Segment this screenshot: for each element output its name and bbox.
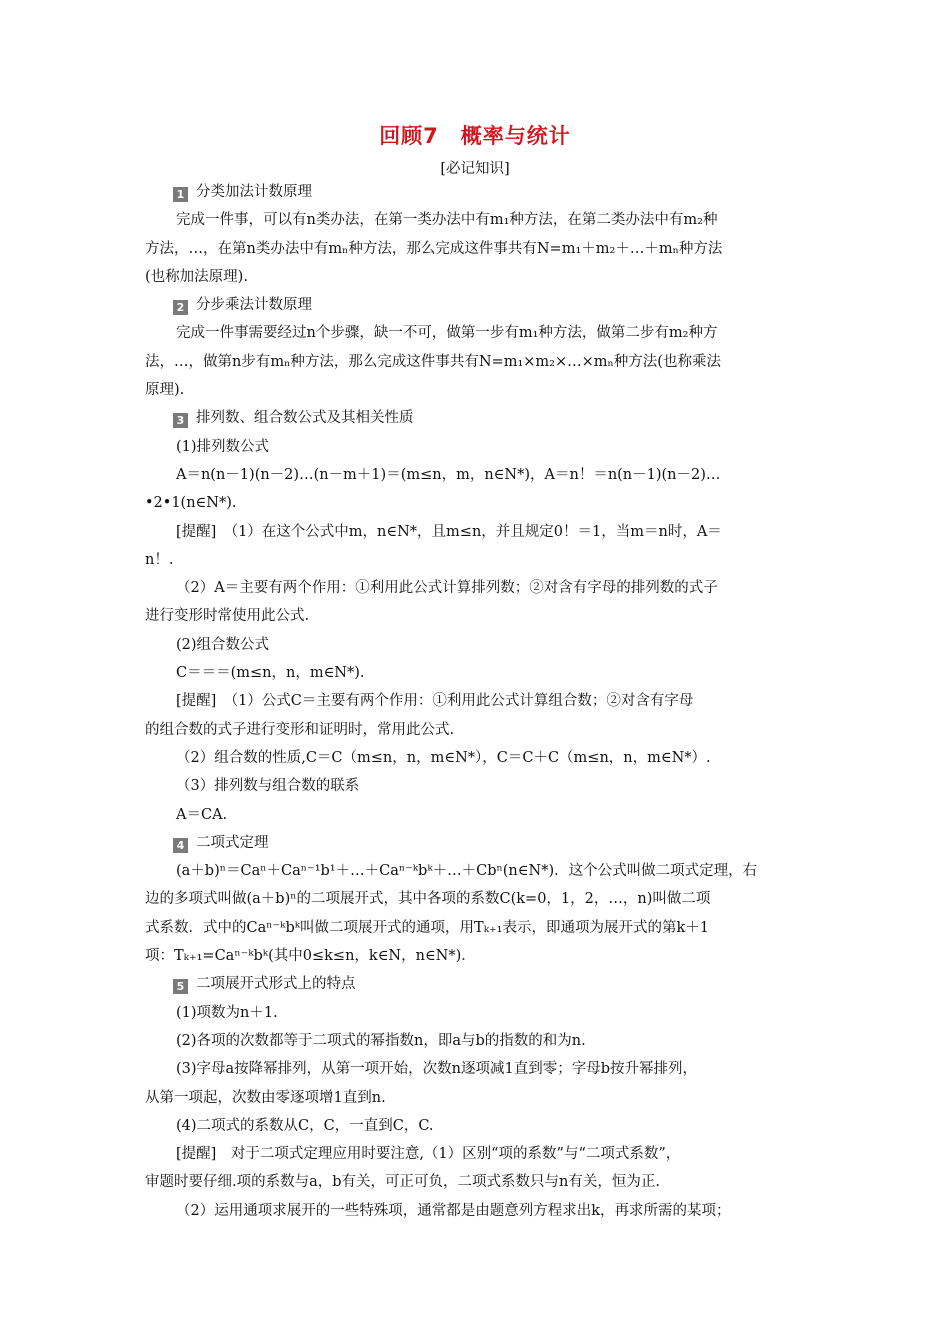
section-heading	[145, 404, 810, 432]
section-number-badge: 4	[173, 838, 188, 853]
text-line: (2)组合数公式	[176, 636, 270, 653]
text-line: 完成一件事需要经过n个步骤，缺一不可，做第一步有m₁种方法，做第二步有m₂种方	[176, 325, 718, 342]
text-line: （2）组合数的性质,C＝C（m≤n，n，m∈N*），C＝C＋C（m≤n，n，m∈N*）.	[176, 749, 711, 766]
section-heading	[145, 178, 810, 206]
formula-line: A＝CA.	[176, 806, 228, 823]
section-heading-text: 排列数、组合数公式及其相关性质	[196, 410, 414, 427]
reminder-line: [提醒] 对于二项式定理应用时要注意,（1）区别“项的系数”与“二项式系数”，	[176, 1146, 681, 1163]
text-line: (1)项数为n＋1.	[176, 1004, 278, 1021]
text-line: 项：Tₖ₊₁=Caⁿ⁻ᵏbᵏ(其中0≤k≤n，k∈N，n∈N*)．	[145, 948, 476, 965]
text-line: (4)二项式的系数从C，C，一直到C，C.	[176, 1117, 434, 1134]
section-heading-text: 分类加法计数原理	[196, 184, 312, 200]
text-line: (3)字母a按降幂排列，从第一项开始，次数n逐项减1直到零；字母b按升幂排列，	[176, 1061, 698, 1078]
document-body	[145, 178, 810, 1225]
text-line: (也称加法原理).	[145, 268, 248, 285]
reminder-line: [提醒] （1）公式C＝主要有两个作用：①利用此公式计算组合数；②对含有字母	[176, 693, 694, 710]
section-number-badge: 2	[173, 300, 188, 315]
text-line: 法，…，做第n步有mₙ种方法，那么完成这件事共有N=m₁×m₂×…×mₙ种方法(也称乘法	[145, 353, 721, 370]
text-line: 式系数．式中的Caⁿ⁻ᵏbᵏ叫做二项展开式的通项，用Tₖ₊₁表示，即通项为展开式的第k＋1	[145, 919, 709, 936]
section-heading-text: 分步乘法计数原理	[196, 297, 312, 314]
text-line: 边的多项式叫做(a＋b)ⁿ的二项展开式，其中各项的系数C(k=0，1，2，…，n)叫做二项	[145, 891, 711, 908]
page-title: 回顾7 概率与统计	[379, 124, 571, 148]
reminder-line: 审题时要仔细.项的系数与a，b有关，可正可负，二项式系数只与n有关，恒为正.	[145, 1174, 660, 1191]
section-number-badge: 3	[173, 413, 188, 428]
text-line: (a＋b)ⁿ＝Caⁿ＋Caⁿ⁻¹b¹＋…＋Caⁿ⁻ᵏbᵏ＋…＋Cbⁿ(n∈N*)．这个公式叫做二项式定理，右	[176, 863, 758, 880]
formula-line: A＝n(n－1)(n－2)…(n－m＋1)＝(m≤n，m，n∈N*)，A＝n！＝n(n－1)(n－2)…	[176, 466, 721, 483]
text-line: 原理).	[145, 382, 185, 399]
page-subtitle: [必记知识]	[440, 161, 510, 177]
reminder-line: n！.	[145, 551, 174, 568]
text-line: (2)各项的次数都等于二项式的幂指数n，即a与b的指数的和为n.	[176, 1032, 586, 1049]
text-line: 从第一项起，次数由零逐项增1直到n.	[145, 1089, 386, 1106]
section-heading	[145, 291, 810, 319]
text-line: 完成一件事，可以有n类办法，在第一类办法中有m₁种方法，在第二类办法中有m₂种	[176, 212, 718, 229]
section-number-badge: 5	[173, 979, 188, 994]
formula-line: •2•1(n∈N*).	[145, 495, 237, 512]
section-number-badge: 1	[173, 187, 188, 202]
text-line: （2）A＝主要有两个作用：①利用此公式计算排列数；②对含有字母的排列数的式子	[176, 580, 718, 597]
reminder-line: 的组合数的式子进行变形和证明时，常用此公式.	[145, 721, 455, 738]
text-line: 方法，…，在第n类办法中有mₙ种方法，那么完成这件事共有N=m₁＋m₂＋…＋mₙ种方法	[145, 240, 723, 257]
text-line: （2）运用通项求展开的一些特殊项，通常都是由题意列方程求出k，再求所需的某项；	[176, 1202, 731, 1219]
text-line: (1)排列数公式	[176, 438, 270, 455]
reminder-line: [提醒] （1）在这个公式中m，n∈N*，且m≤n，并且规定0！＝1，当m＝n时，A＝	[176, 523, 722, 540]
section-heading	[145, 970, 810, 998]
section-heading-text: 二项式定理	[196, 834, 269, 851]
text-line: （3）排列数与组合数的联系	[176, 778, 360, 795]
text-line: 进行变形时常使用此公式.	[145, 608, 310, 625]
section-heading	[145, 829, 810, 857]
section-heading-text: 二项展开式形式上的特点	[196, 976, 356, 993]
formula-line: C＝＝＝(m≤n，n，m∈N*).	[176, 665, 365, 682]
